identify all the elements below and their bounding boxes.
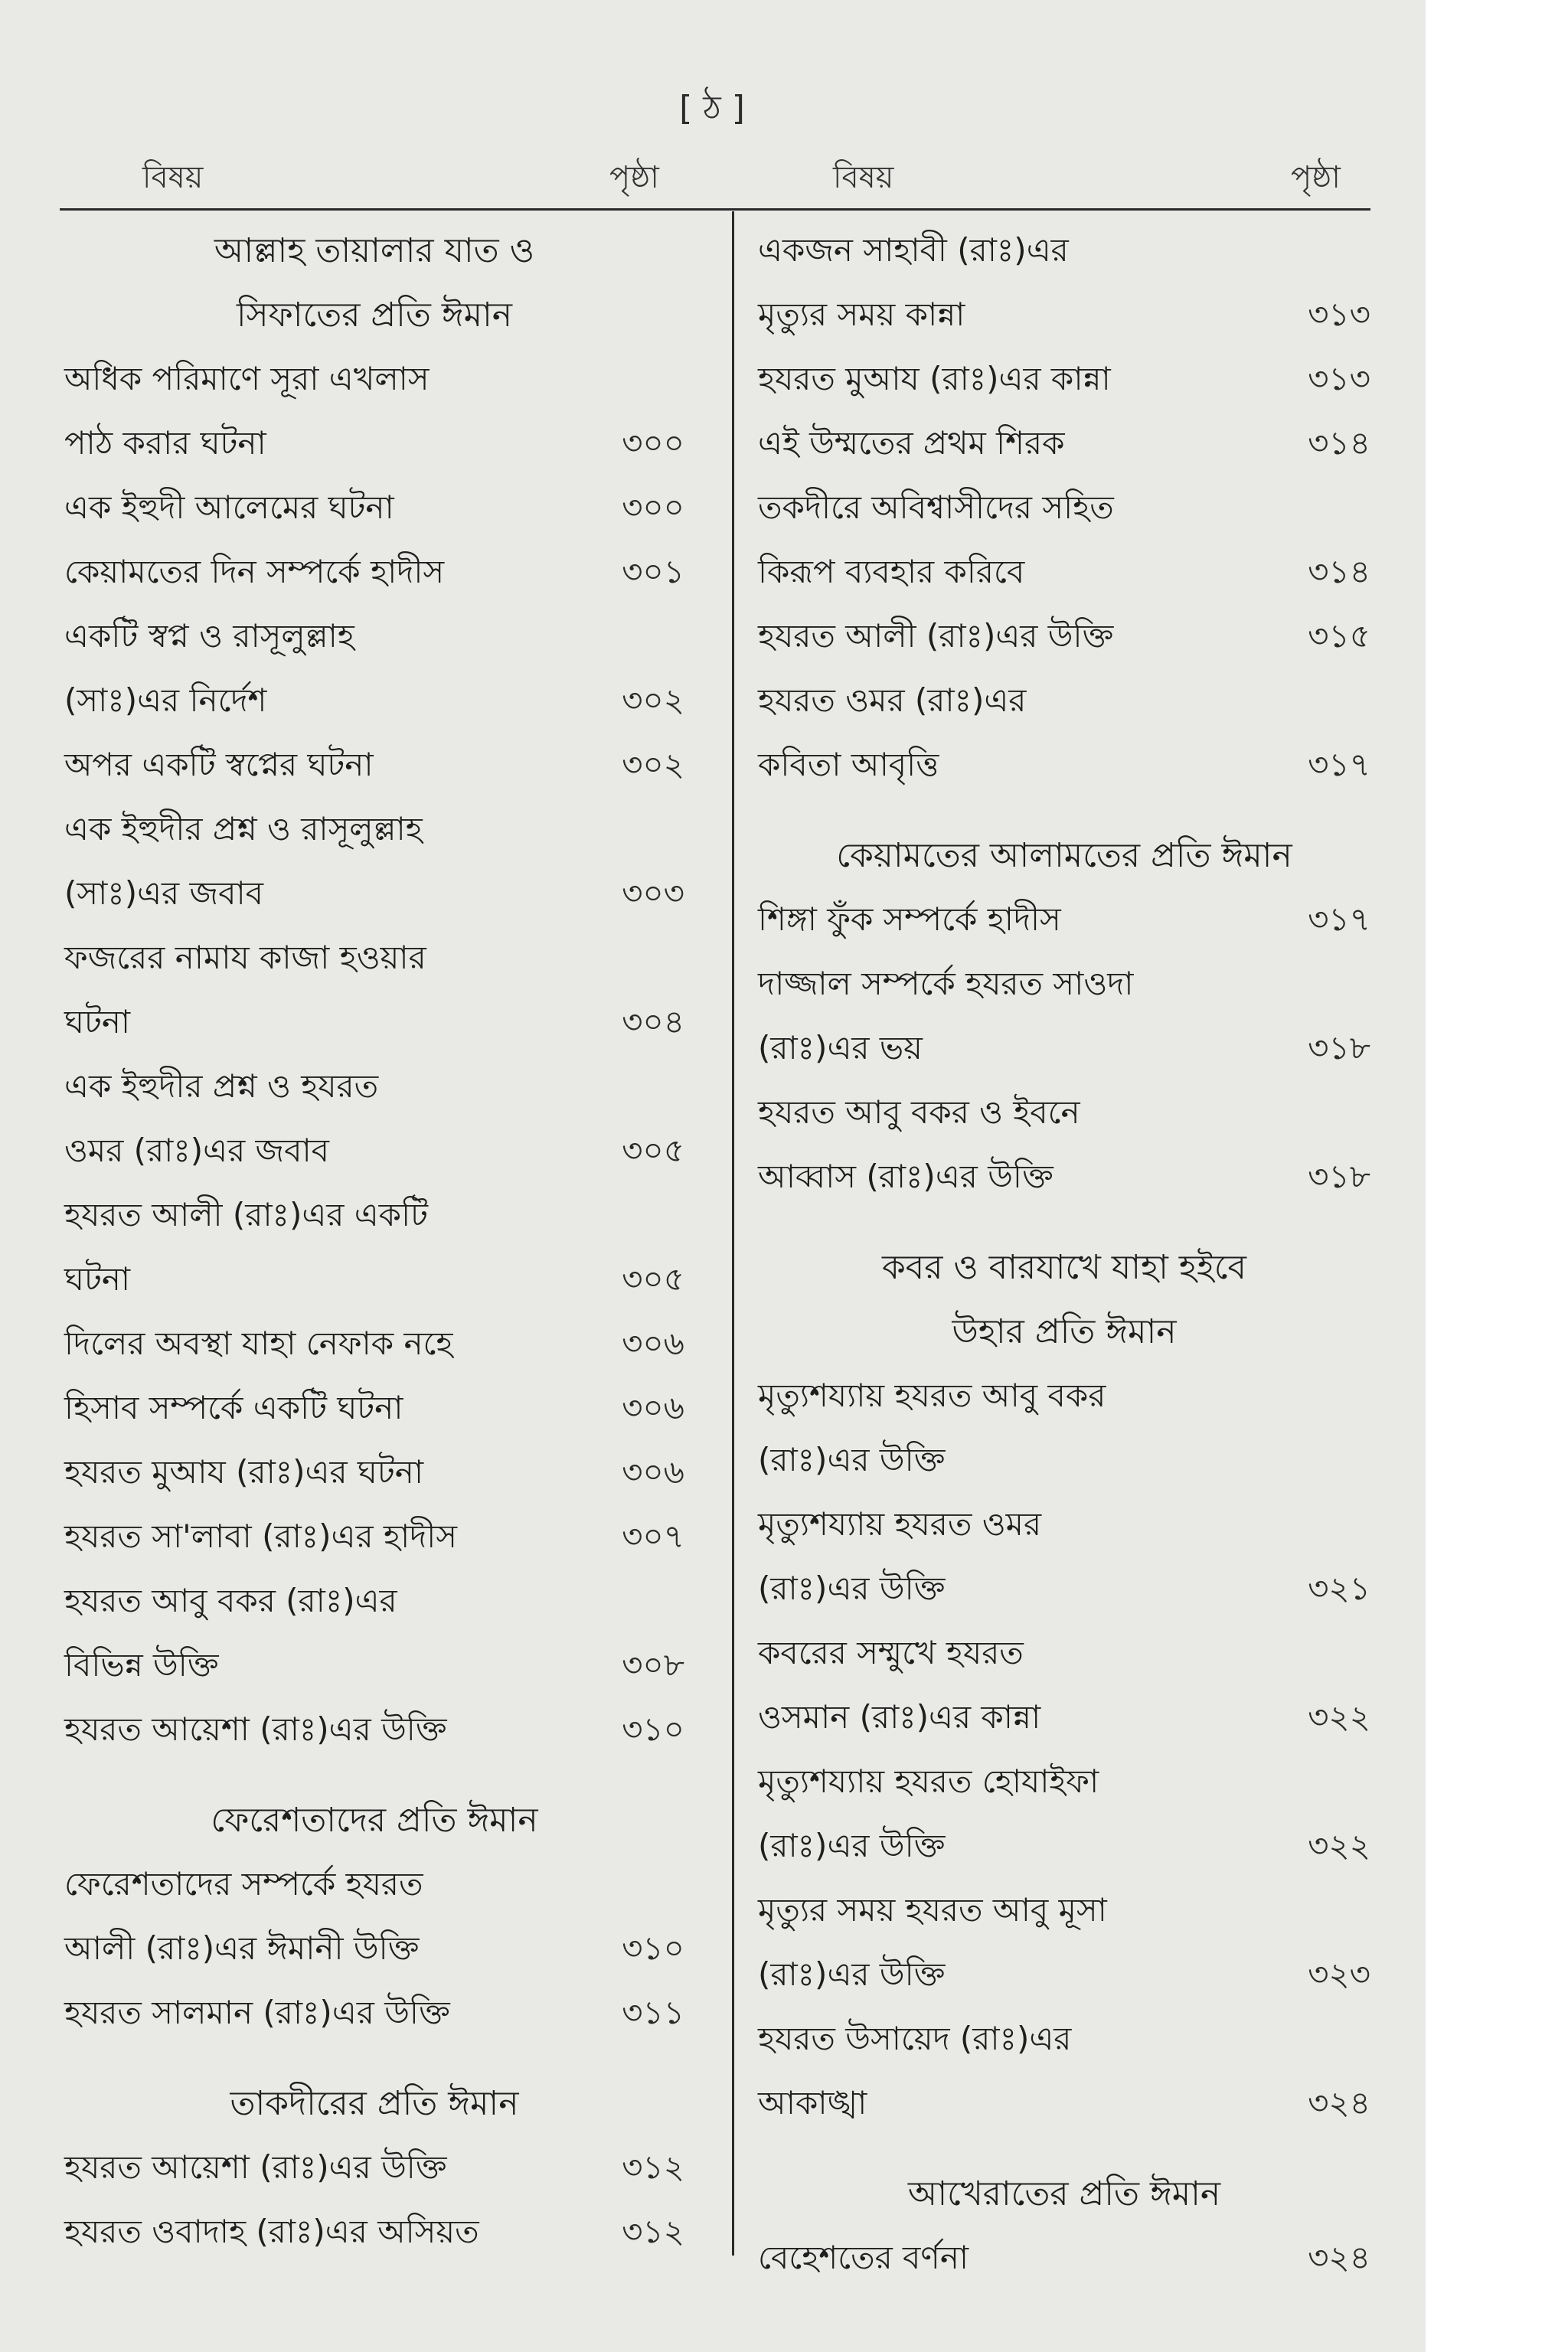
right-toc-entry <box>758 2223 1370 2288</box>
right-toc-entry <box>758 473 1370 537</box>
entry-title: ঘটনা <box>64 1260 131 1298</box>
entry-title: কবিতা আবৃত্তি <box>758 746 939 783</box>
entry-page-number: ৩০২ <box>622 746 684 783</box>
entry-title: পাঠ করার ঘটনা <box>64 424 266 462</box>
entry-title: মৃত্যুশয্যায় হযরত হোযাইফা <box>758 1762 1099 1800</box>
entry-page-number: ৩০৬ <box>622 1453 684 1491</box>
heading-text: কবর ও বারযাখে যাহা হইবে <box>881 1248 1247 1287</box>
entry-title: হযরত আবু বকর ও ইবনে <box>758 1093 1080 1131</box>
entry-page-number: ৩২৩ <box>1308 1955 1370 1993</box>
entry-title: হযরত আলী (রাঃ)এর উক্তি <box>758 617 1114 655</box>
left-header-page: পৃষ্ঠা <box>609 160 659 195</box>
right-toc-entry <box>758 1619 1370 1683</box>
entry-page-number: ৩০০ <box>622 488 684 526</box>
entry-page-number: ৩১৪ <box>1308 424 1370 462</box>
right-toc-entry <box>758 1361 1370 1426</box>
right-toc-entry <box>758 280 1370 345</box>
left-toc-entry <box>64 1502 684 1566</box>
left-toc-entry <box>64 1631 684 1695</box>
left-toc-entry <box>64 1374 684 1438</box>
right-toc-entry <box>758 216 1370 280</box>
right-section-heading <box>758 1233 1370 1297</box>
entry-title: হযরত ওবাদাহ (রাঃ)এর অসিয়ত <box>64 2213 479 2250</box>
entry-title: অপর একটি স্বপ্নের ঘটনা <box>64 746 374 783</box>
entry-page-number: ৩১৮ <box>1308 1029 1370 1067</box>
entry-title: এক ইহুদীর প্রশ্ন ও হযরত <box>64 1067 379 1105</box>
heading-text: সিফাতের প্রতি ঈমান <box>236 296 513 335</box>
entry-title: হযরত সালমান (রাঃ)এর উক্তি <box>64 1994 450 2031</box>
heading-text: আখেরাতের প্রতি ঈমান <box>907 2174 1221 2213</box>
left-toc-entry <box>64 666 684 730</box>
entry-page-number: ৩১০ <box>622 1710 684 1748</box>
entry-page-number: ৩১৭ <box>1308 900 1370 938</box>
right-toc-entry <box>758 885 1370 949</box>
right-toc-entry <box>758 1683 1370 1747</box>
right-header-subject: বিষয় <box>833 160 894 195</box>
left-toc-entry <box>64 602 684 666</box>
entry-title: হযরত আয়েশা (রাঃ)এর উক্তি <box>64 2148 447 2186</box>
entry-title: (রাঃ)এর ভয় <box>758 1029 923 1067</box>
entry-page-number: ৩০৫ <box>622 1132 684 1169</box>
entry-title: ওসমান (রাঃ)এর কান্না <box>758 1698 1041 1736</box>
left-section-heading <box>64 216 684 280</box>
right-toc-entry <box>758 1490 1370 1554</box>
left-toc-entry <box>64 1309 684 1374</box>
entry-page-number: ৩২৪ <box>1308 2239 1370 2276</box>
left-toc-entry <box>64 1695 684 1759</box>
left-toc-entry <box>64 1116 684 1181</box>
right-toc-entry <box>758 1014 1370 1078</box>
entry-title: দিলের অবস্থা যাহা নেফাক নহে <box>64 1325 453 1362</box>
entry-title: মৃত্যুশয্যায় হযরত ওমর <box>758 1505 1042 1543</box>
left-toc-entry <box>64 473 684 537</box>
entry-page-number: ৩১৮ <box>1308 1158 1370 1195</box>
entry-title: ঘটনা <box>64 1003 131 1040</box>
left-toc-entry <box>64 988 684 1052</box>
left-section-heading <box>64 280 684 345</box>
entry-title: হযরত মুআয (রাঃ)এর ঘটনা <box>64 1453 424 1491</box>
entry-page-number: ৩১৩ <box>1308 296 1370 333</box>
entry-title: হযরত ওমর (রাঃ)এর <box>758 681 1027 719</box>
entry-title: (রাঃ)এর উক্তি <box>758 1570 946 1607</box>
entry-page-number: ৩০০ <box>622 424 684 462</box>
entry-title: (রাঃ)এর উক্তি <box>758 1827 946 1864</box>
entry-page-number: ৩০৪ <box>622 1003 684 1040</box>
entry-title: হযরত উসায়েদ (রাঃ)এর <box>758 2020 1072 2057</box>
left-toc-entry <box>64 2197 684 2262</box>
entry-title: আকাঙ্খা <box>758 2084 867 2122</box>
right-toc-entry <box>758 1811 1370 1876</box>
right-toc-entry <box>758 666 1370 730</box>
right-toc-entry <box>758 1426 1370 1490</box>
left-toc-entry <box>64 1914 684 1978</box>
entry-title: কিরূপ ব্যবহার করিবে <box>758 553 1025 590</box>
entry-title: আলী (রাঃ)এর ঈমানী উক্তি <box>64 1929 420 1967</box>
entry-title: হযরত আবু বকর (রাঃ)এর <box>64 1582 397 1619</box>
right-section-heading <box>758 2159 1370 2223</box>
entry-title: হযরত মুআয (রাঃ)এর কান্না <box>758 360 1111 397</box>
entry-title: শিঙ্গা ফুঁক সম্পর্কে হাদীস <box>758 900 1061 938</box>
page-number: [ ঠ ] <box>679 89 745 128</box>
entry-page-number: ৩০১ <box>622 553 684 590</box>
heading-text: ফেরেশতাদের প্রতি ঈমান <box>211 1801 538 1840</box>
entry-title: মৃত্যুশয্যায় হযরত আবু বকর <box>758 1377 1106 1414</box>
right-toc-entry <box>758 345 1370 409</box>
right-toc-entry <box>758 602 1370 666</box>
entry-title: মৃত্যুর সময় হযরত আবু মূসা <box>758 1891 1107 1929</box>
entry-title: বেহেশতের বর্ণনা <box>758 2239 969 2276</box>
entry-title: (সাঃ)এর জবাব <box>64 874 264 912</box>
entry-page-number: ৩১৩ <box>1308 360 1370 397</box>
left-toc-entry <box>64 409 684 473</box>
right-toc-entry <box>758 730 1370 795</box>
entry-title: তকদীরে অবিশ্বাসীদের সহিত <box>758 488 1114 526</box>
right-toc-entry <box>758 409 1370 473</box>
entry-page-number: ৩০৬ <box>622 1389 684 1426</box>
heading-text: উহার প্রতি ঈমান <box>952 1312 1177 1351</box>
right-toc-entry <box>758 1747 1370 1811</box>
left-toc-entry <box>64 537 684 602</box>
entry-title: হিসাব সম্পর্কে একটি ঘটনা <box>64 1389 403 1426</box>
entry-title: কেয়ামতের দিন সম্পর্কে হাদীস <box>64 553 445 590</box>
left-toc-entry <box>64 1978 684 2043</box>
entry-page-number: ৩১২ <box>622 2213 684 2250</box>
entry-page-number: ৩০৭ <box>622 1517 684 1555</box>
column-divider <box>732 211 734 2256</box>
entry-title: হযরত আয়েশা (রাঃ)এর উক্তি <box>64 1710 447 1748</box>
left-toc-entry <box>64 859 684 923</box>
entry-title: কবরের সম্মুখে হযরত <box>758 1634 1024 1671</box>
heading-text: আল্লাহ তায়ালার যাত ও <box>214 231 535 270</box>
left-toc-entry <box>64 730 684 795</box>
entry-page-number: ৩০৩ <box>622 874 684 912</box>
entry-page-number: ৩১০ <box>622 1929 684 1967</box>
entry-title: (রাঃ)এর উক্তি <box>758 1955 946 1993</box>
entry-title: ফেরেশতাদের সম্পর্কে হযরত <box>64 1865 423 1903</box>
left-toc-entry <box>64 2133 684 2197</box>
left-toc-entry <box>64 795 684 859</box>
right-section-heading <box>758 821 1370 885</box>
right-toc-entry <box>758 1876 1370 1940</box>
entry-page-number: ৩১১ <box>622 1994 684 2031</box>
left-section-heading <box>64 1785 684 1850</box>
left-toc-entry <box>64 1566 684 1631</box>
right-toc-entry <box>758 2004 1370 2069</box>
left-toc-entry <box>64 1052 684 1116</box>
entry-title: হযরত আলী (রাঃ)এর একটি <box>64 1196 428 1233</box>
entry-title: হযরত সা'লাবা (রাঃ)এর হাদীস <box>64 1517 457 1555</box>
entry-page-number: ৩২১ <box>1308 1570 1370 1607</box>
entry-page-number: ৩২২ <box>1308 1827 1370 1864</box>
entry-title: (সাঃ)এর নির্দেশ <box>64 681 267 719</box>
entry-title: একটি স্বপ্ন ও রাসূলুল্লাহ <box>64 617 354 655</box>
left-toc-entry <box>64 1850 684 1914</box>
entry-title: (রাঃ)এর উক্তি <box>758 1441 946 1478</box>
right-toc-entry <box>758 1078 1370 1142</box>
right-section-heading <box>758 1297 1370 1361</box>
entry-title: এই উম্মতের প্রথম শিরক <box>758 424 1065 462</box>
header-rule <box>60 208 1370 211</box>
entry-page-number: ৩১৪ <box>1308 553 1370 590</box>
entry-title: বিভিন্ন উক্তি <box>64 1646 219 1684</box>
entry-page-number: ৩০৬ <box>622 1325 684 1362</box>
left-header-subject: বিষয় <box>142 160 204 195</box>
entry-page-number: ৩০২ <box>622 681 684 719</box>
heading-text: কেয়ামতের আলামতের প্রতি ঈমান <box>836 836 1292 875</box>
entry-title: ফজরের নামায কাজা হওয়ার <box>64 939 426 976</box>
left-section-heading <box>64 2069 684 2133</box>
heading-text: তাকদীরের প্রতি ঈমান <box>230 2084 519 2123</box>
left-toc-entry <box>64 1181 684 1245</box>
entry-page-number: ৩২২ <box>1308 1698 1370 1736</box>
white-margin <box>1426 0 1568 2352</box>
right-toc-entry <box>758 1554 1370 1619</box>
right-header-page: পৃষ্ঠা <box>1291 160 1341 195</box>
right-toc-entry <box>758 537 1370 602</box>
entry-page-number: ৩০৫ <box>622 1260 684 1298</box>
entry-title: একজন সাহাবী (রাঃ)এর <box>758 231 1069 269</box>
left-toc-entry <box>64 345 684 409</box>
entry-page-number: ৩২৪ <box>1308 2084 1370 2122</box>
entry-page-number: ৩০৮ <box>622 1646 684 1684</box>
entry-title: এক ইহুদীর প্রশ্ন ও রাসূলুল্লাহ <box>64 810 423 848</box>
entry-page-number: ৩১২ <box>622 2148 684 2186</box>
right-toc-entry <box>758 1142 1370 1207</box>
entry-title: এক ইহুদী আলেমের ঘটনা <box>64 488 394 526</box>
entry-page-number: ৩১৭ <box>1308 746 1370 783</box>
entry-title: দাজ্জাল সম্পর্কে হযরত সাওদা <box>758 965 1134 1002</box>
right-toc-entry <box>758 2069 1370 2133</box>
left-toc-entry <box>64 1438 684 1502</box>
right-toc-entry <box>758 1940 1370 2004</box>
right-toc-entry <box>758 949 1370 1014</box>
entry-title: ওমর (রাঃ)এর জবাব <box>64 1132 330 1169</box>
entry-page-number: ৩১৫ <box>1308 617 1370 655</box>
entry-title: আব্বাস (রাঃ)এর উক্তি <box>758 1158 1054 1195</box>
entry-title: অধিক পরিমাণে সূরা এখলাস <box>64 360 430 397</box>
left-toc-entry <box>64 923 684 988</box>
left-toc-entry <box>64 1245 684 1309</box>
entry-title: মৃত্যুর সময় কান্না <box>758 296 965 333</box>
